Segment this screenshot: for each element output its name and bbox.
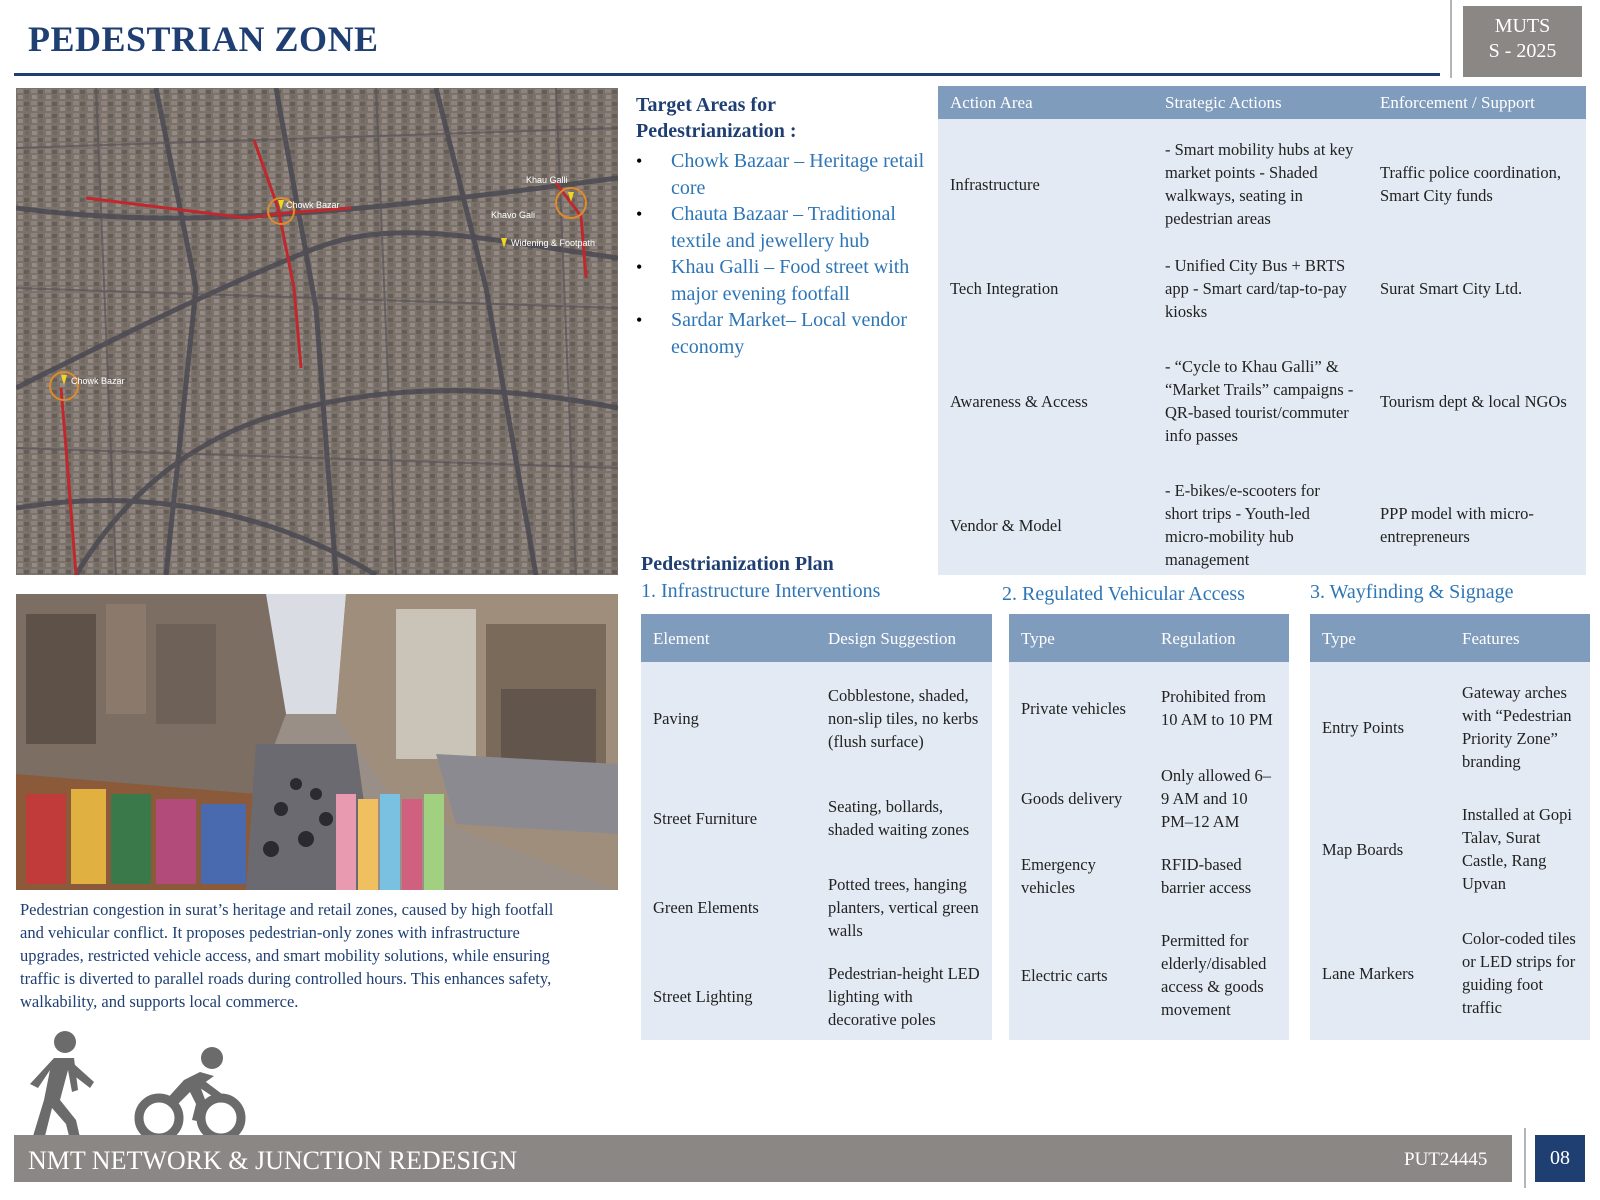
column-header: Strategic Actions <box>1153 86 1368 119</box>
column-header: Regulation <box>1149 614 1289 662</box>
badge-line-2: S - 2025 <box>1488 40 1557 62</box>
action-area-cell: Infrastructure <box>938 119 1153 249</box>
features-cell: Color-coded tiles or LED strips for guiding foot traffic <box>1450 906 1590 1040</box>
target-areas-heading <box>636 92 926 144</box>
element-cell: Green Elements <box>641 862 816 952</box>
element-cell: Street Furniture <box>641 774 816 862</box>
table-row <box>641 952 992 1040</box>
table-row <box>1310 662 1590 792</box>
strategic-actions-cell: - Smart mobility hubs at key market points - Shaded walkways, seating in pedestrian areas <box>1153 119 1368 249</box>
cyclist-icon <box>134 1046 246 1142</box>
map-label: Chowk Bazar <box>71 376 125 386</box>
target-heading-line-1: Target Areas for <box>636 94 776 116</box>
action-area-cell: Awareness & Access <box>938 327 1153 475</box>
vehicular-heading: 2. Regulated Vehicular Access <box>1002 583 1245 605</box>
footer-code: PUT24445 <box>1404 1149 1488 1170</box>
target-area-list <box>636 148 926 360</box>
table-row <box>1009 754 1289 842</box>
table-row <box>938 249 1586 327</box>
type-cell: Electric carts <box>1009 910 1149 1040</box>
design-cell: Potted trees, hanging planters, vertical green walls <box>816 862 992 952</box>
strategic-actions-cell: - E-bikes/e-scooters for short trips - Youth-led micro-mobility hub management <box>1153 475 1368 575</box>
table-row <box>1009 910 1289 1040</box>
table-row <box>1009 842 1289 910</box>
element-cell: Street Lighting <box>641 952 816 1040</box>
design-cell: Cobblestone, shaded, non-slip tiles, no kerbs (flush surface) <box>816 662 992 774</box>
column-header: Design Suggestion <box>816 614 992 662</box>
pedestrian-icon <box>20 1030 106 1148</box>
action-area-cell: Tech Integration <box>938 249 1153 327</box>
design-cell: Pedestrian-height LED lighting with decorative poles <box>816 952 992 1040</box>
map-label: Chowk Bazar <box>286 200 340 210</box>
element-cell: Paving <box>641 662 816 774</box>
list-item: • Khau Galli – Food street with major evening footfall <box>636 254 926 307</box>
table-row <box>938 119 1586 249</box>
header-divider <box>1450 0 1452 78</box>
page-number: 08 <box>1535 1135 1585 1182</box>
table-row <box>938 327 1586 475</box>
regulation-cell: Permitted for elderly/disabled access & goods movement <box>1149 910 1289 1040</box>
map-label: Widening & Footpath <box>511 238 596 248</box>
wayfinding-heading: 3. Wayfinding & Signage <box>1310 581 1514 603</box>
table-row <box>1009 662 1289 754</box>
table-row <box>1310 792 1590 906</box>
map-label: Khau Galli <box>526 175 568 185</box>
table-header-row <box>641 614 992 662</box>
enforcement-cell: Traffic police coordination, Smart City funds <box>1368 119 1586 249</box>
page-title: PEDESTRIAN ZONE <box>28 19 379 59</box>
enforcement-cell: Tourism dept & local NGOs <box>1368 327 1586 475</box>
infrastructure-heading: 1. Infrastructure Interventions <box>641 580 881 602</box>
column-header: Type <box>1009 614 1149 662</box>
infrastructure-table <box>641 614 992 1040</box>
map-label: Khavo Gali <box>491 210 536 220</box>
footer-divider <box>1524 1128 1526 1188</box>
list-item: • Sardar Market– Local vendor economy <box>636 307 926 360</box>
target-areas <box>636 92 926 360</box>
table-header-row <box>1310 614 1590 662</box>
table-header-row <box>938 86 1586 119</box>
type-cell: Entry Points <box>1310 662 1450 792</box>
title-underline <box>14 73 1440 76</box>
type-cell: Map Boards <box>1310 792 1450 906</box>
column-header: Action Area <box>938 86 1153 119</box>
type-cell: Lane Markers <box>1310 906 1450 1040</box>
regulation-cell: Prohibited from 10 AM to 10 PM <box>1149 662 1289 754</box>
enforcement-cell: Surat Smart City Ltd. <box>1368 249 1586 327</box>
target-heading-line-2: Pedestrianization : <box>636 120 797 142</box>
wayfinding-table <box>1310 614 1590 1040</box>
regulation-cell: RFID-based barrier access <box>1149 842 1289 910</box>
strategic-actions-cell: - Unified City Bus + BRTS app - Smart card/tap-to-pay kiosks <box>1153 249 1368 327</box>
action-area-cell: Vendor & Model <box>938 475 1153 575</box>
type-cell: Goods delivery <box>1009 754 1149 842</box>
course-badge <box>1463 6 1582 77</box>
table-header-row <box>1009 614 1289 662</box>
type-cell: Emergency vehicles <box>1009 842 1149 910</box>
features-cell: Gateway arches with “Pedestrian Priority Zone” branding <box>1450 662 1590 792</box>
strategic-actions-cell: - “Cycle to Khau Galli” & “Market Trails” campaigns - QR-based tourist/commuter info passes <box>1153 327 1368 475</box>
column-header: Element <box>641 614 816 662</box>
vehicular-access-table <box>1009 614 1289 1040</box>
column-header: Enforcement / Support <box>1368 86 1586 119</box>
badge-line-1: MUTS <box>1494 15 1551 37</box>
design-cell: Seating, bollards, shaded waiting zones <box>816 774 992 862</box>
satellite-map-image <box>16 88 618 575</box>
description-text: Pedestrian congestion in surat’s heritage and retail zones, caused by high footfall and vehicular conflict. It proposes pedestrian-only zones with infrastructure upgrades, restricted vehicle access, and smart mobility solutions, while ensuring traffic is diverted to parallel roads during controlled hours. This enhances safety, walkability, and supports local commerce. <box>20 900 554 1011</box>
plan-title: Pedestrianization Plan <box>641 553 834 575</box>
enforcement-cell: PPP model with micro-entrepreneurs <box>1368 475 1586 575</box>
column-header: Type <box>1310 614 1450 662</box>
table-row <box>938 475 1586 575</box>
table-row <box>641 862 992 952</box>
action-area-table <box>938 86 1586 575</box>
footer-title: NMT NETWORK & JUNCTION REDESIGN <box>28 1146 518 1175</box>
street-market-photo <box>16 594 618 890</box>
features-cell: Installed at Gopi Talav, Surat Castle, Rang Upvan <box>1450 792 1590 906</box>
regulation-cell: Only allowed 6–9 AM and 10 PM–12 AM <box>1149 754 1289 842</box>
list-item: • Chauta Bazaar – Traditional textile and jewellery hub <box>636 201 926 254</box>
table-row <box>1310 906 1590 1040</box>
column-header: Features <box>1450 614 1590 662</box>
table-row <box>641 662 992 774</box>
type-cell: Private vehicles <box>1009 662 1149 754</box>
table-row <box>641 774 992 862</box>
list-item: • Chowk Bazaar – Heritage retail core <box>636 148 926 201</box>
